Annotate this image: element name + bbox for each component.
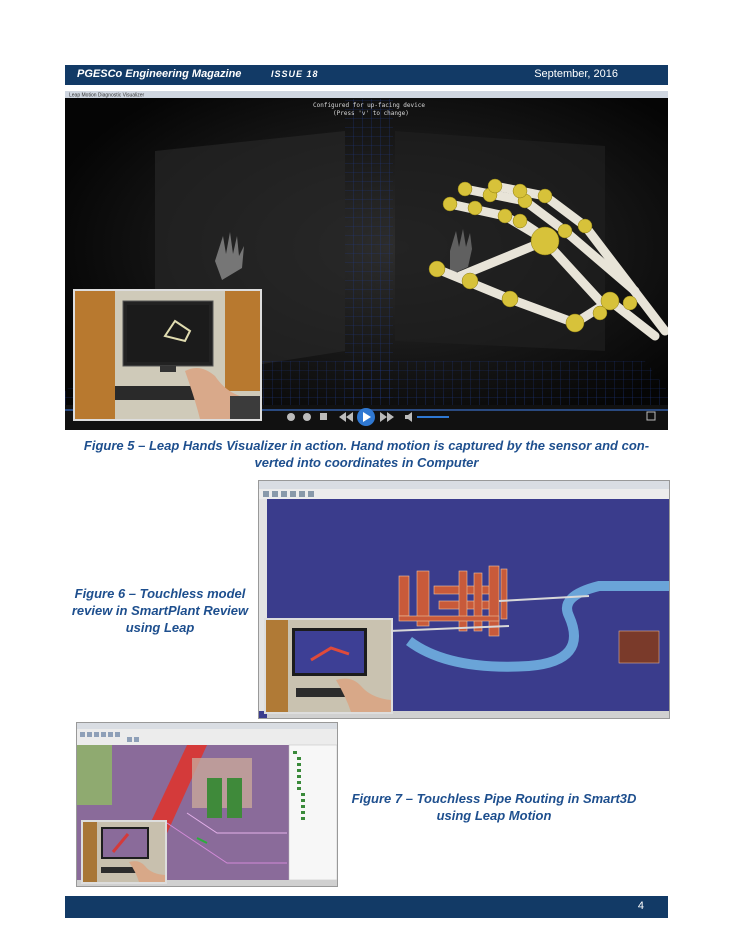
device-config-hint: (Press 'v' to change) (333, 110, 409, 117)
figure-6-caption (62, 585, 258, 636)
figure-6-caption-line1: Figure 6 – Touchless model (74, 586, 246, 601)
figure-6-caption-line3: using Leap (125, 620, 195, 635)
window-title: Leap Motion Diagnostic Visualizer (69, 92, 145, 99)
issue-number: ISSUE 18 (271, 69, 319, 79)
stop-icon (320, 413, 327, 420)
page-header (65, 65, 668, 85)
page-footer (65, 896, 668, 918)
inset-photo-desk (73, 289, 262, 421)
figure-7-caption (340, 790, 648, 824)
figure-7-caption-line2: using Leap Motion (436, 808, 552, 823)
figure-7-caption-line1: Figure 7 – Touchless Pipe Routing in Smart3D (351, 791, 637, 806)
figure-5-caption-line2: verted into coordinates in Computer (254, 455, 479, 470)
figure-5-image (65, 91, 668, 430)
device-config-text: Configured for up-facing device (313, 102, 425, 109)
issue-date: September, 2016 (534, 68, 618, 80)
figure-7-image (76, 722, 338, 887)
magazine-title: PGESCo Engineering Magazine (77, 68, 242, 80)
figure-6-caption-line2: review in SmartPlant Review (71, 603, 249, 618)
figure-6-image (258, 480, 670, 719)
inset-photo-routing (81, 820, 167, 884)
figure-5-caption-line1: Figure 5 – Leap Hands Visualizer in action. Hand motion is captured by the sensor and con- (83, 438, 650, 453)
figure-5-caption (65, 437, 668, 471)
inset-photo-review (264, 618, 393, 714)
page-number: 4 (637, 900, 644, 912)
